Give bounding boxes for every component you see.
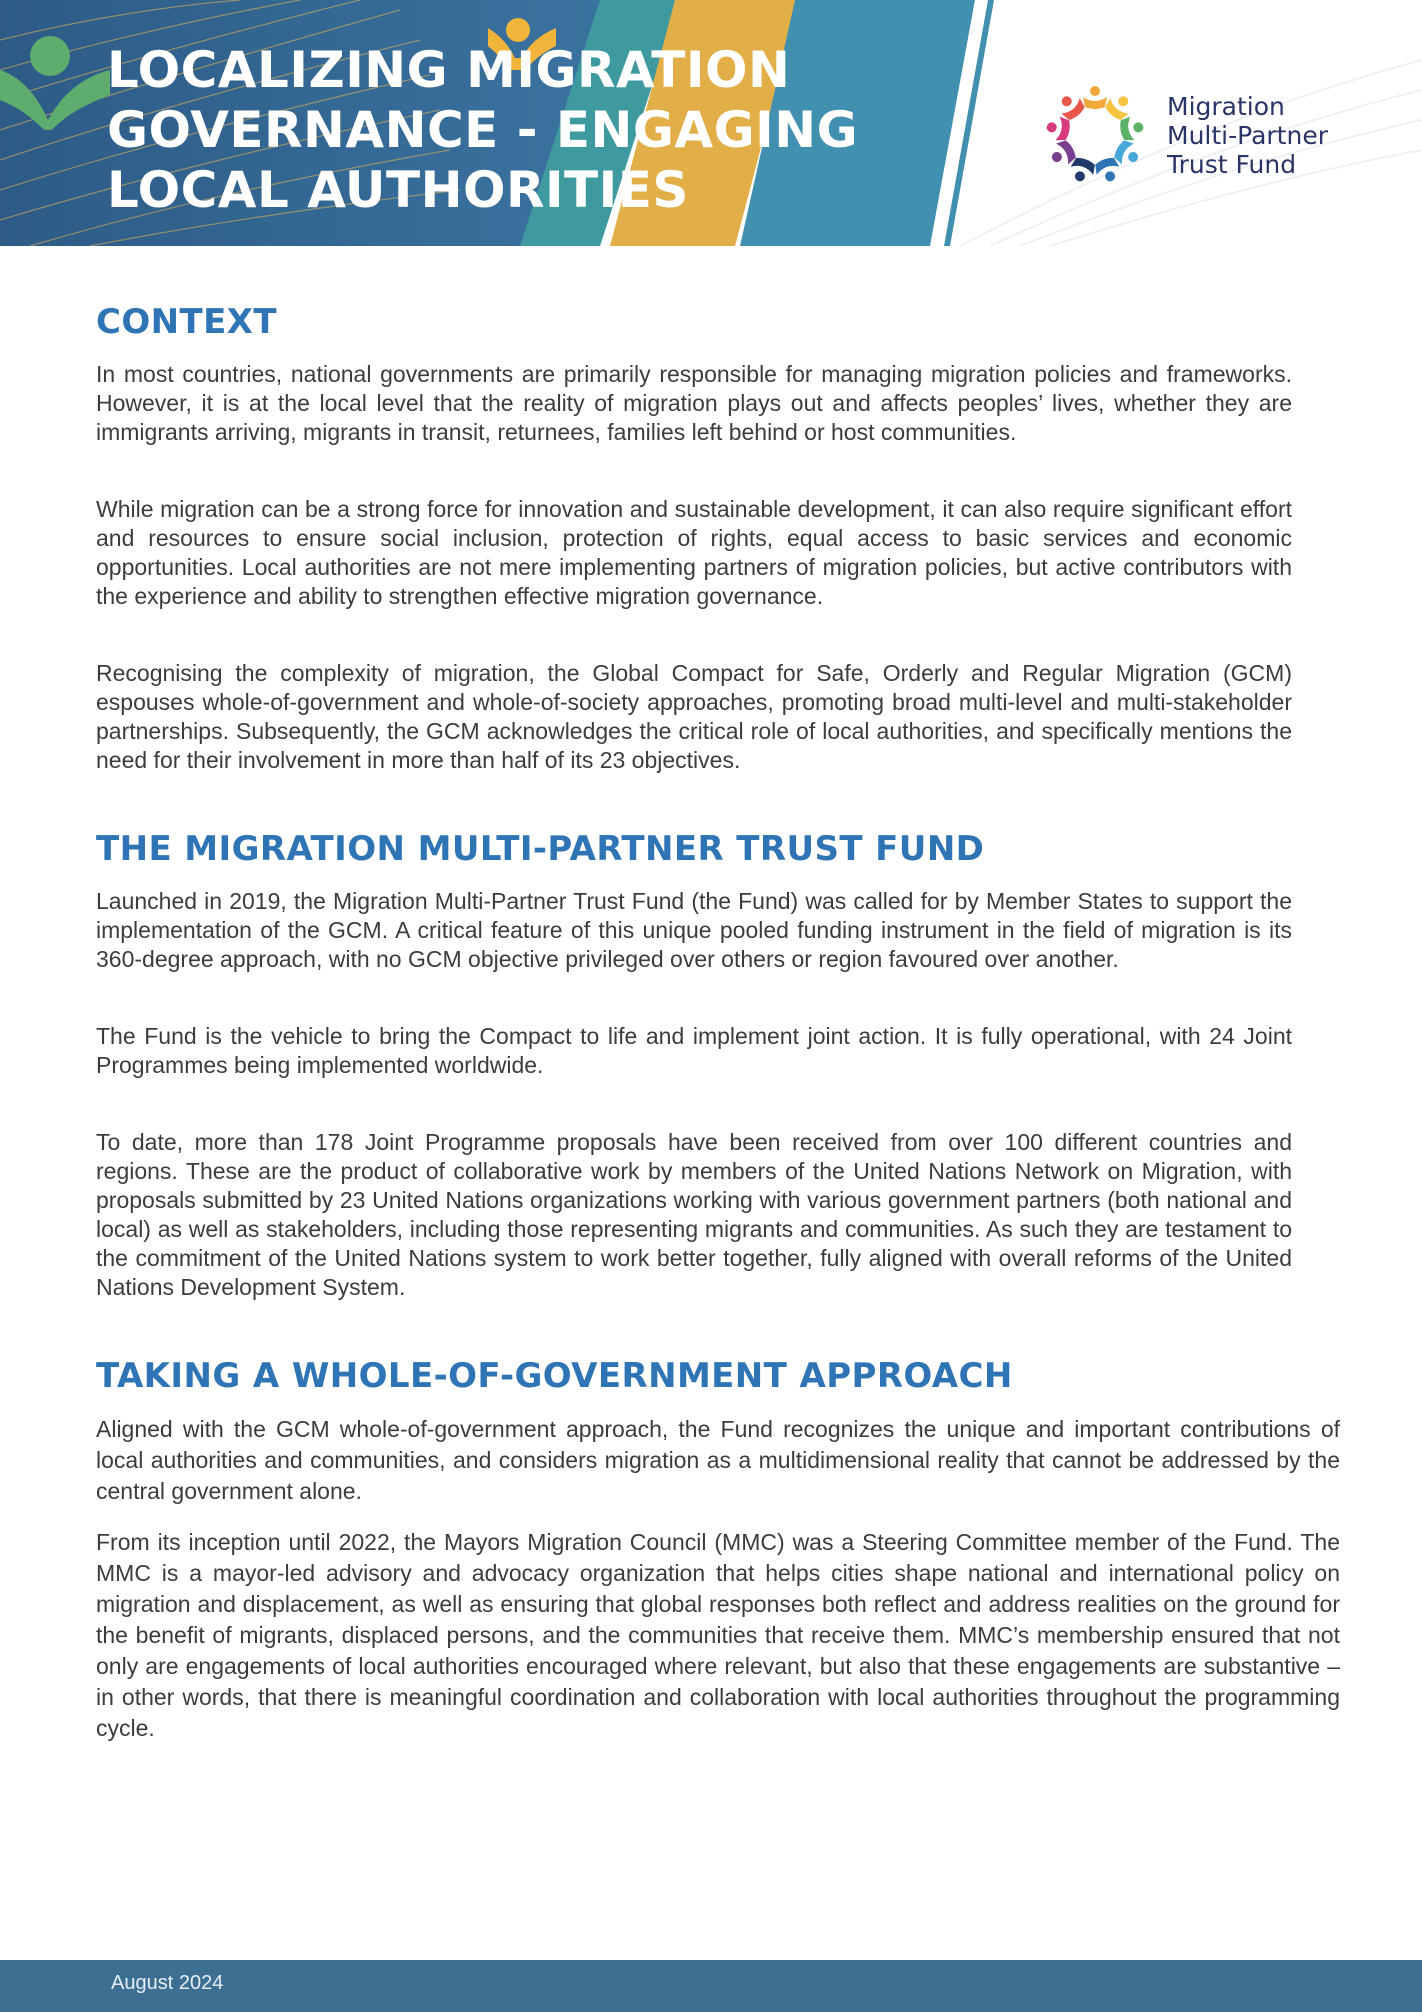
logo-figure-3: [1119, 115, 1146, 143]
logo-line-2: Multi-Partner: [1167, 121, 1328, 150]
logo-line-1: Migration: [1167, 92, 1285, 121]
section-heading: TAKING A WHOLE-OF-GOVERNMENT APPROACH: [96, 1356, 1013, 1396]
section-heading: THE MIGRATION MULTI-PARTNER TRUST FUND: [96, 829, 985, 869]
logo-figure-2: [1103, 90, 1136, 123]
paragraph: From its inception until 2022, the Mayors Migration Council (MMC) was a Steering Committee member of the Fund. The MMC is a mayor-led advisory and advocacy organization that helps cities shape national and international policy on migration and displacement, as well as ensuring that global responses both reflect and address realities on the ground for the benefit of migrants, displaced persons, and the communities that receive them. MMC’s membership ensured that not only are engagements of local authorities encouraged where relevant, but also that these engagements are substantive – in other words, that there is meaningful coordination and collaboration with local authorities throughout the programming cycle.: [96, 1529, 1340, 1741]
paragraph: In most countries, national governments are primarily responsible for managing migration policies and frameworks. However, it is at the local level that the reality of migration plays out and affects peoples’ lives, whether they are immigrants arriving, migrants in transit, returnees, families left behind or host communities.: [96, 361, 1292, 445]
section-context: [96, 296, 1292, 775]
section-whole-of-government: [96, 1350, 1340, 1744]
fund-logo: [1040, 80, 1340, 190]
page-footer: [0, 1960, 1422, 2012]
paragraph: To date, more than 178 Joint Programme proposals have been received from over 100 different countries and regions. These are the product of collaborative work by members of the United Nations Network on Migration, with proposals submitted by 23 United Nations organizations working with various government partners (both national and local) as well as stakeholders, including those representing migrants and communities. As such they are testament to the commitment of the United Nations system to work better together, fully aligned with overall reforms of the United Nations Development System.: [96, 1129, 1292, 1300]
logo-wordmark: [1167, 92, 1328, 179]
document-body: [96, 296, 1340, 1764]
ring-of-people-icon: [1040, 80, 1150, 190]
paragraph: Launched in 2019, the Migration Multi-Partner Trust Fund (the Fund) was called for by Member States to support the implementation of the GCM. A critical feature of this unique pooled funding instrument in the field of migration is its 360-degree approach, with no GCM objective privileged over others or region favoured over another.: [96, 888, 1292, 972]
publication-date: August 2024: [111, 1972, 224, 1994]
section-trust-fund: [96, 823, 1292, 1302]
logo-figure-9: [1054, 90, 1087, 123]
section-heading: CONTEXT: [96, 302, 277, 342]
title-line-2: GOVERNANCE - ENGAGING: [107, 101, 859, 159]
paragraph: Aligned with the GCM whole-of-government approach, the Fund recognizes the unique and important contributions of local authorities and communities, and considers migration as a multidimensional reality that cannot be addressed by the central government alone.: [96, 1416, 1340, 1504]
logo-figure-8: [1045, 115, 1072, 143]
paragraph: The Fund is the vehicle to bring the Compact to life and implement joint action. It is fully operational, with 24 Joint Programmes being implemented worldwide.: [96, 1023, 1292, 1078]
paragraph: Recognising the complexity of migration, the Global Compact for Safe, Orderly and Regular Migration (GCM) espouses whole-of-government and whole-of-society approaches, promoting broad multi-level and multi-stakeholder partnerships. Subsequently, the GCM acknowledges the critical role of local authorities, and specifically mentions the need for their involvement in more than half of its 23 objectives.: [96, 660, 1292, 773]
logo-figure-1: [1083, 86, 1107, 109]
paragraph: While migration can be a strong force for innovation and sustainable development, it can also require significant effort and resources to ensure social inclusion, protection of rights, equal access to basic services and economic opportunities. Local authorities are not mere implementing partners of migration policies, but active contributors with the experience and ability to strengthen effective migration governance.: [96, 496, 1292, 609]
header-banner: [0, 0, 1422, 246]
logo-line-3: Trust Fund: [1167, 150, 1297, 179]
title-line-1: LOCALIZING MIGRATION: [107, 41, 791, 99]
document-title: [107, 40, 867, 220]
title-line-3: LOCAL AUTHORITIES: [107, 161, 689, 219]
